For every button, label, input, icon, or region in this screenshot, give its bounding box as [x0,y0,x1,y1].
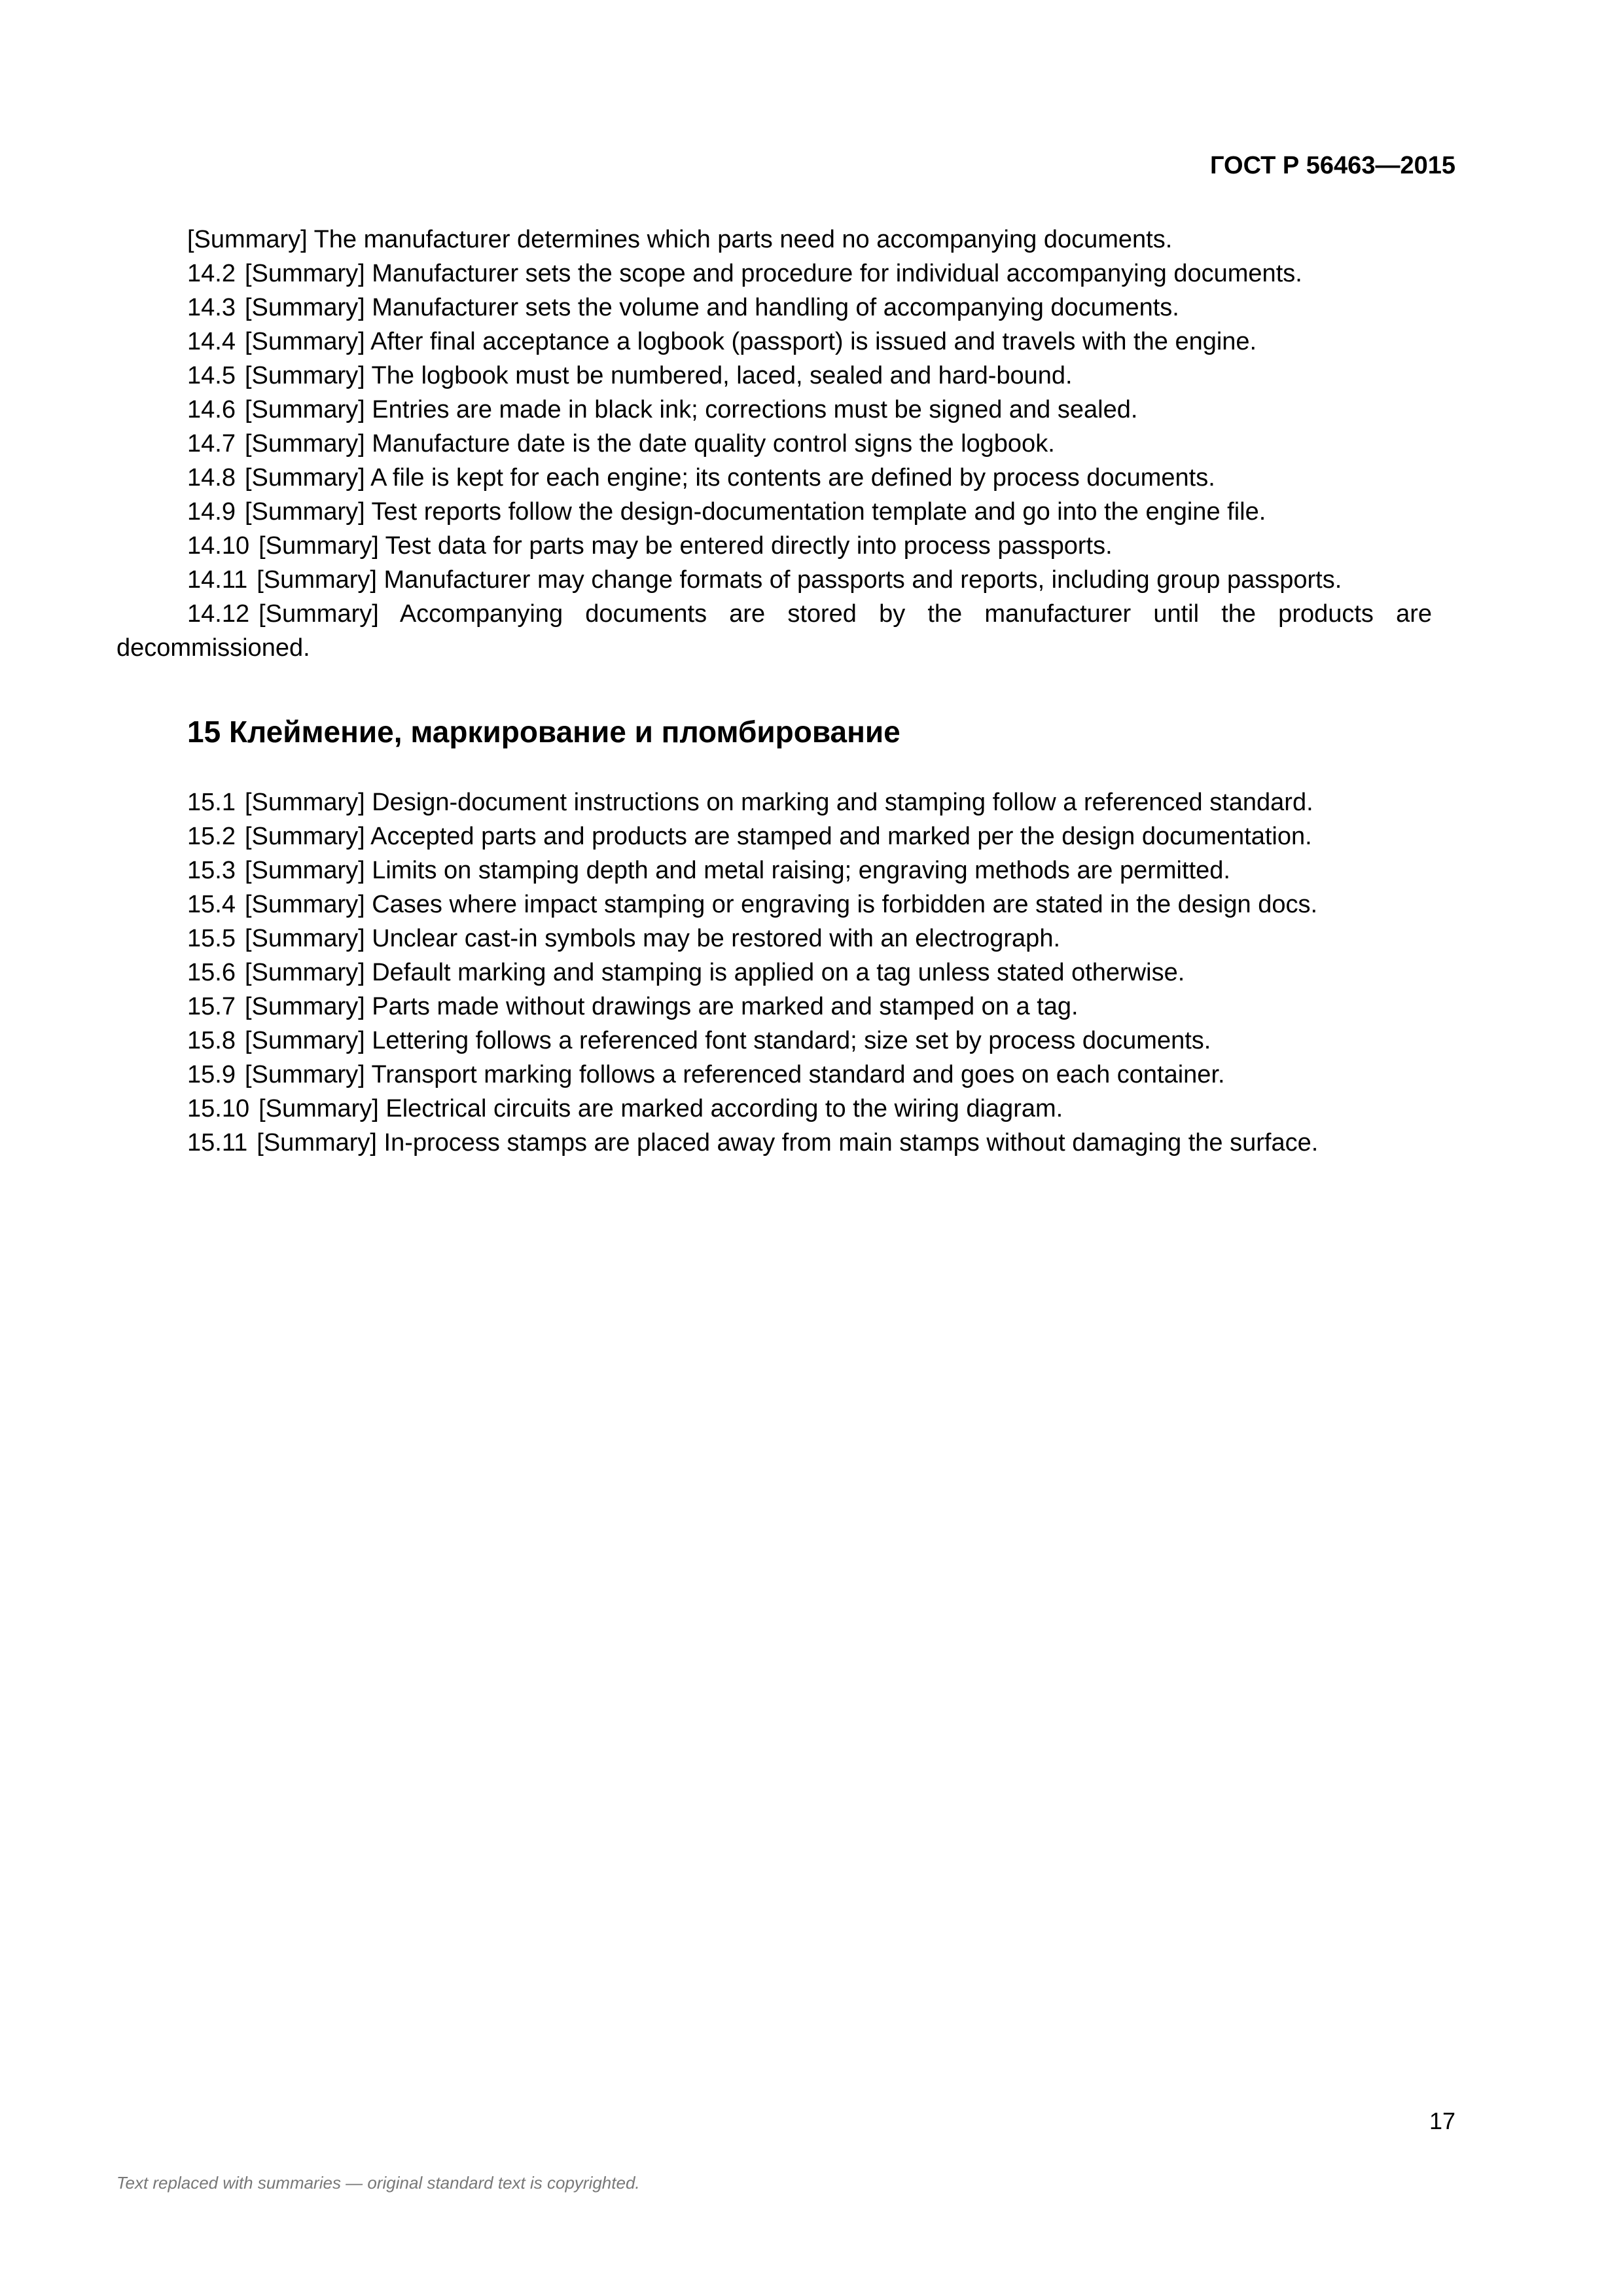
clause-14-3 [116,291,1432,325]
clause-number: 15.1 [187,789,236,816]
clause-number: 14.7 [187,430,236,457]
clause-15-11 [116,1126,1432,1160]
page-number: 17 [1429,2108,1455,2134]
clause-14-5 [116,359,1432,393]
clause-number: 15.2 [187,823,236,850]
clause-number: 14.11 [187,566,248,594]
clause-number: 14.6 [187,396,236,423]
clause-15-10 [116,1092,1432,1126]
clause-14-11 [116,563,1432,597]
clause-14-8 [116,461,1432,495]
clause-number: 15.6 [187,959,236,986]
document-body [116,223,1432,1160]
standard-code-header: ГОСТ Р 56463—2015 [1210,152,1455,179]
clause-text: [Summary] Entries are made in black ink; corrections must be signed and sealed. [244,396,1138,423]
clause-text: [Summary] A file is kept for each engine; its contents are defined by process documents. [244,464,1215,492]
clause-14-7 [116,427,1432,461]
clause-15-7 [116,990,1432,1024]
copyright-notice: Text replaced with summaries — original standard text is copyrighted. [116,2173,640,2193]
clause-15-2 [116,819,1432,853]
clause-15-1 [116,785,1432,819]
clause-text: [Summary] Unclear cast-in symbols may be restored with an electrograph. [244,925,1061,952]
clause-number: 15.11 [187,1129,248,1157]
clause-number: 14.8 [187,464,236,492]
clause-number: 14.5 [187,362,236,389]
clause-text: [Summary] Manufacturer sets the volume and handling of accompanying documents. [244,294,1179,321]
clause-text: [Summary] The logbook must be numbered, laced, sealed and hard-bound. [244,362,1073,389]
clause-15-4 [116,888,1432,922]
clause-text: [Summary] Default marking and stamping is applied on a tag unless stated otherwise. [244,959,1185,986]
clause-15-9 [116,1058,1432,1092]
clause-text: [Summary] Manufacturer may change formats of passports and reports, including group passports. [257,566,1342,594]
clause-text: [Summary] Parts made without drawings are marked and stamped on a tag. [244,993,1079,1020]
clause-text: [Summary] Transport marking follows a referenced standard and goes on each container. [244,1061,1225,1088]
clause-number: 14.4 [187,328,236,355]
clause-text: [Summary] Test reports follow the design-documentation template and go into the engine file. [244,498,1266,526]
clause-15-8 [116,1024,1432,1058]
clause-15-6 [116,956,1432,990]
clause-number: 15.5 [187,925,236,952]
clause-text: [Summary] Cases where impact stamping or engraving is forbidden are stated in the design docs. [244,891,1318,918]
clause-number: 15.4 [187,891,236,918]
section14-intro: [Summary] The manufacturer determines which parts need no accompanying documents. [187,226,1173,253]
clause-text: [Summary] Electrical circuits are marked according to the wiring diagram. [259,1095,1063,1122]
clause-text: [Summary] Manufacturer sets the scope and procedure for individual accompanying documents. [244,260,1302,287]
clause-text: [Summary] Accepted parts and products are stamped and marked per the design documentation. [244,823,1312,850]
section14-clauses [116,257,1432,665]
clause-text: [Summary] Design-document instructions on marking and stamping follow a referenced standard. [244,789,1313,816]
section15-clauses [116,785,1432,1160]
clause-number: 14.3 [187,294,236,321]
clause-14-4 [116,325,1432,359]
clause-text: [Summary] After final acceptance a logbook (passport) is issued and travels with the engine. [244,328,1257,355]
clause-text: [Summary] In-process stamps are placed away from main stamps without damaging the surface. [257,1129,1319,1157]
clause-number: 15.8 [187,1027,236,1054]
clause-text: [Summary] Manufacture date is the date quality control signs the logbook. [244,430,1055,457]
clause-15-3 [116,853,1432,888]
clause-number: 15.9 [187,1061,236,1088]
clause-number: 15.7 [187,993,236,1020]
clause-14-9 [116,495,1432,529]
clause-number: 14.10 [187,532,250,560]
clause-14-6 [116,393,1432,427]
section15-title: 15 Клеймение, маркирование и пломбирование [187,715,901,749]
clause-text: [Summary] Lettering follows a referenced font standard; size set by process documents. [244,1027,1211,1054]
clause-14-10 [116,529,1432,563]
clause-text: [Summary] Limits on stamping depth and metal raising; engraving methods are permitted. [244,857,1230,884]
clause-number: 14.9 [187,498,236,526]
clause-15-5 [116,922,1432,956]
clause-14-2 [116,257,1432,291]
clause-text: [Summary] Accompanying documents are stored by the manufacturer until the products are decommissioned. [116,600,1432,662]
clause-number: 14.12 [187,600,250,628]
clause-number: 15.3 [187,857,236,884]
clause-number: 14.2 [187,260,236,287]
clause-number: 15.10 [187,1095,250,1122]
clause-text: [Summary] Test data for parts may be entered directly into process passports. [259,532,1113,560]
clause-14-12 [116,597,1432,665]
